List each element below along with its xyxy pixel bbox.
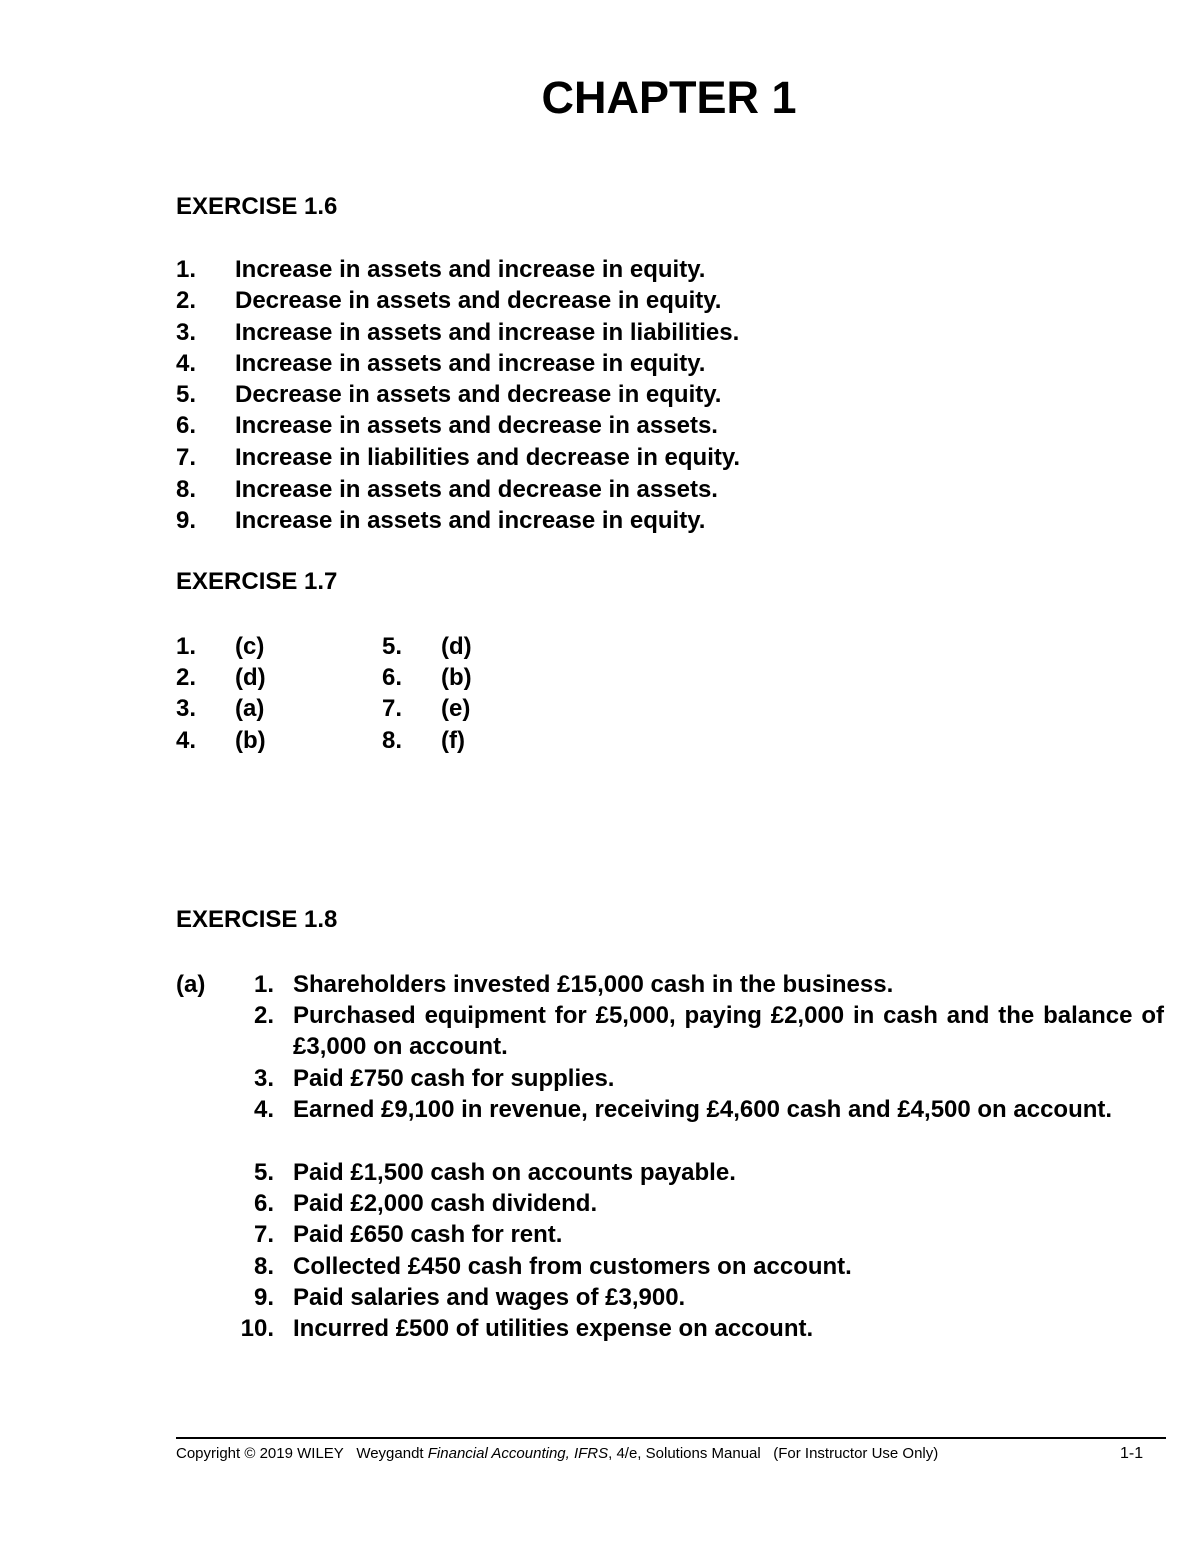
item-text: Increase in liabilities and decrease in equity. [235, 444, 741, 471]
item-text: Paid £1,500 cash on accounts payable. [293, 1159, 736, 1186]
footer-copyright: Copyright © 2019 WILEY [176, 1445, 344, 1462]
list-item [238, 1094, 1164, 1125]
answer-letter: (b) [441, 664, 472, 691]
list-item [176, 317, 739, 348]
footer-author: Weygandt [356, 1445, 424, 1462]
item-text: Increase in assets and increase in equity. [235, 350, 706, 377]
exercise-1-7-title: EXERCISE 1.7 [176, 568, 338, 595]
answer-letter: (d) [441, 633, 472, 660]
item-text: Increase in assets and increase in equity. [235, 256, 706, 283]
answer-number: 3. [176, 695, 197, 722]
item-number: 3. [253, 1065, 274, 1092]
answer-number: 6. [382, 664, 403, 691]
item-number: 3. [176, 319, 197, 346]
item-text: Paid £750 cash for supplies. [293, 1065, 615, 1092]
footer-divider [176, 1437, 1166, 1439]
list-item [176, 379, 721, 410]
item-text: Earned £9,100 in revenue, receiving £4,600 cash and £4,500 on account. [293, 1096, 1113, 1123]
item-text: Shareholders invested £15,000 cash in the business. [293, 971, 894, 998]
answer-letter: (c) [235, 633, 265, 660]
item-text: Paid £650 cash for rent. [293, 1221, 563, 1248]
item-number: 8. [253, 1253, 274, 1280]
list-item [238, 1313, 1164, 1344]
item-number: 7. [253, 1221, 274, 1248]
list-item [238, 1251, 1164, 1282]
list-item [238, 1063, 1164, 1094]
list-item [238, 1219, 1164, 1250]
item-text: Purchased equipment for £5,000, paying £2,000 in cash and the balance of £3,000 on account. [293, 1002, 1164, 1060]
item-text: Increase in assets and increase in equity. [235, 507, 706, 534]
list-item [238, 1000, 1164, 1062]
item-number: 6. [253, 1190, 274, 1217]
chapter-title: CHAPTER 1 [541, 72, 797, 123]
list-item [176, 254, 705, 285]
item-number: 7. [176, 444, 197, 471]
item-text: Paid £2,000 cash dividend. [293, 1190, 598, 1217]
list-item [238, 1188, 1164, 1219]
answer-number: 5. [382, 633, 403, 660]
list-item [176, 410, 718, 441]
item-text: Increase in assets and decrease in assets. [235, 412, 718, 439]
item-number: 6. [176, 412, 197, 439]
item-number: 10. [240, 1315, 274, 1342]
answer-number: 7. [382, 695, 403, 722]
answer-number: 2. [176, 664, 197, 691]
answer-letter: (f) [441, 727, 465, 754]
list-item [238, 969, 1164, 1000]
item-number: 5. [253, 1159, 274, 1186]
item-number: 9. [253, 1284, 274, 1311]
list-item [176, 285, 721, 316]
item-number: 2. [253, 1002, 274, 1029]
list-item [238, 1157, 1164, 1188]
footer-text [176, 1444, 938, 1464]
list-item [176, 505, 705, 536]
item-text: Increase in assets and decrease in assets. [235, 476, 718, 503]
exercise-1-8-title: EXERCISE 1.8 [176, 906, 338, 933]
answer-letter: (e) [441, 695, 471, 722]
item-text: Incurred £500 of utilities expense on account. [293, 1315, 814, 1342]
footer-edition: , 4/e, Solutions Manual [608, 1445, 761, 1462]
answer-number: 1. [176, 633, 197, 660]
answer-letter: (d) [235, 664, 266, 691]
item-text: Increase in assets and increase in liabilities. [235, 319, 740, 346]
part-label: (a) [176, 971, 206, 998]
answer-letter: (a) [235, 695, 265, 722]
item-number: 8. [176, 476, 197, 503]
answer-number: 8. [382, 727, 403, 754]
list-item [176, 348, 705, 379]
list-item [238, 1282, 1164, 1313]
answer-number: 4. [176, 727, 197, 754]
item-number: 1. [176, 256, 197, 283]
item-number: 9. [176, 507, 197, 534]
footer-book-title: Financial Accounting, IFRS [427, 1445, 609, 1462]
item-text: Collected £450 cash from customers on account. [293, 1253, 852, 1280]
item-text: Decrease in assets and decrease in equity. [235, 381, 722, 408]
item-number: 4. [176, 350, 197, 377]
item-text: Paid salaries and wages of £3,900. [293, 1284, 686, 1311]
answer-letter: (b) [235, 727, 266, 754]
item-number: 2. [176, 287, 197, 314]
list-item [176, 442, 740, 473]
footer-use-note: (For Instructor Use Only) [773, 1445, 939, 1462]
page-number: 1-1 [1120, 1445, 1144, 1462]
list-item [176, 474, 718, 505]
item-number: 5. [176, 381, 197, 408]
exercise-1-6-title: EXERCISE 1.6 [176, 193, 338, 220]
item-number: 1. [253, 971, 274, 998]
item-text: Decrease in assets and decrease in equity. [235, 287, 722, 314]
item-number: 4. [253, 1096, 274, 1123]
